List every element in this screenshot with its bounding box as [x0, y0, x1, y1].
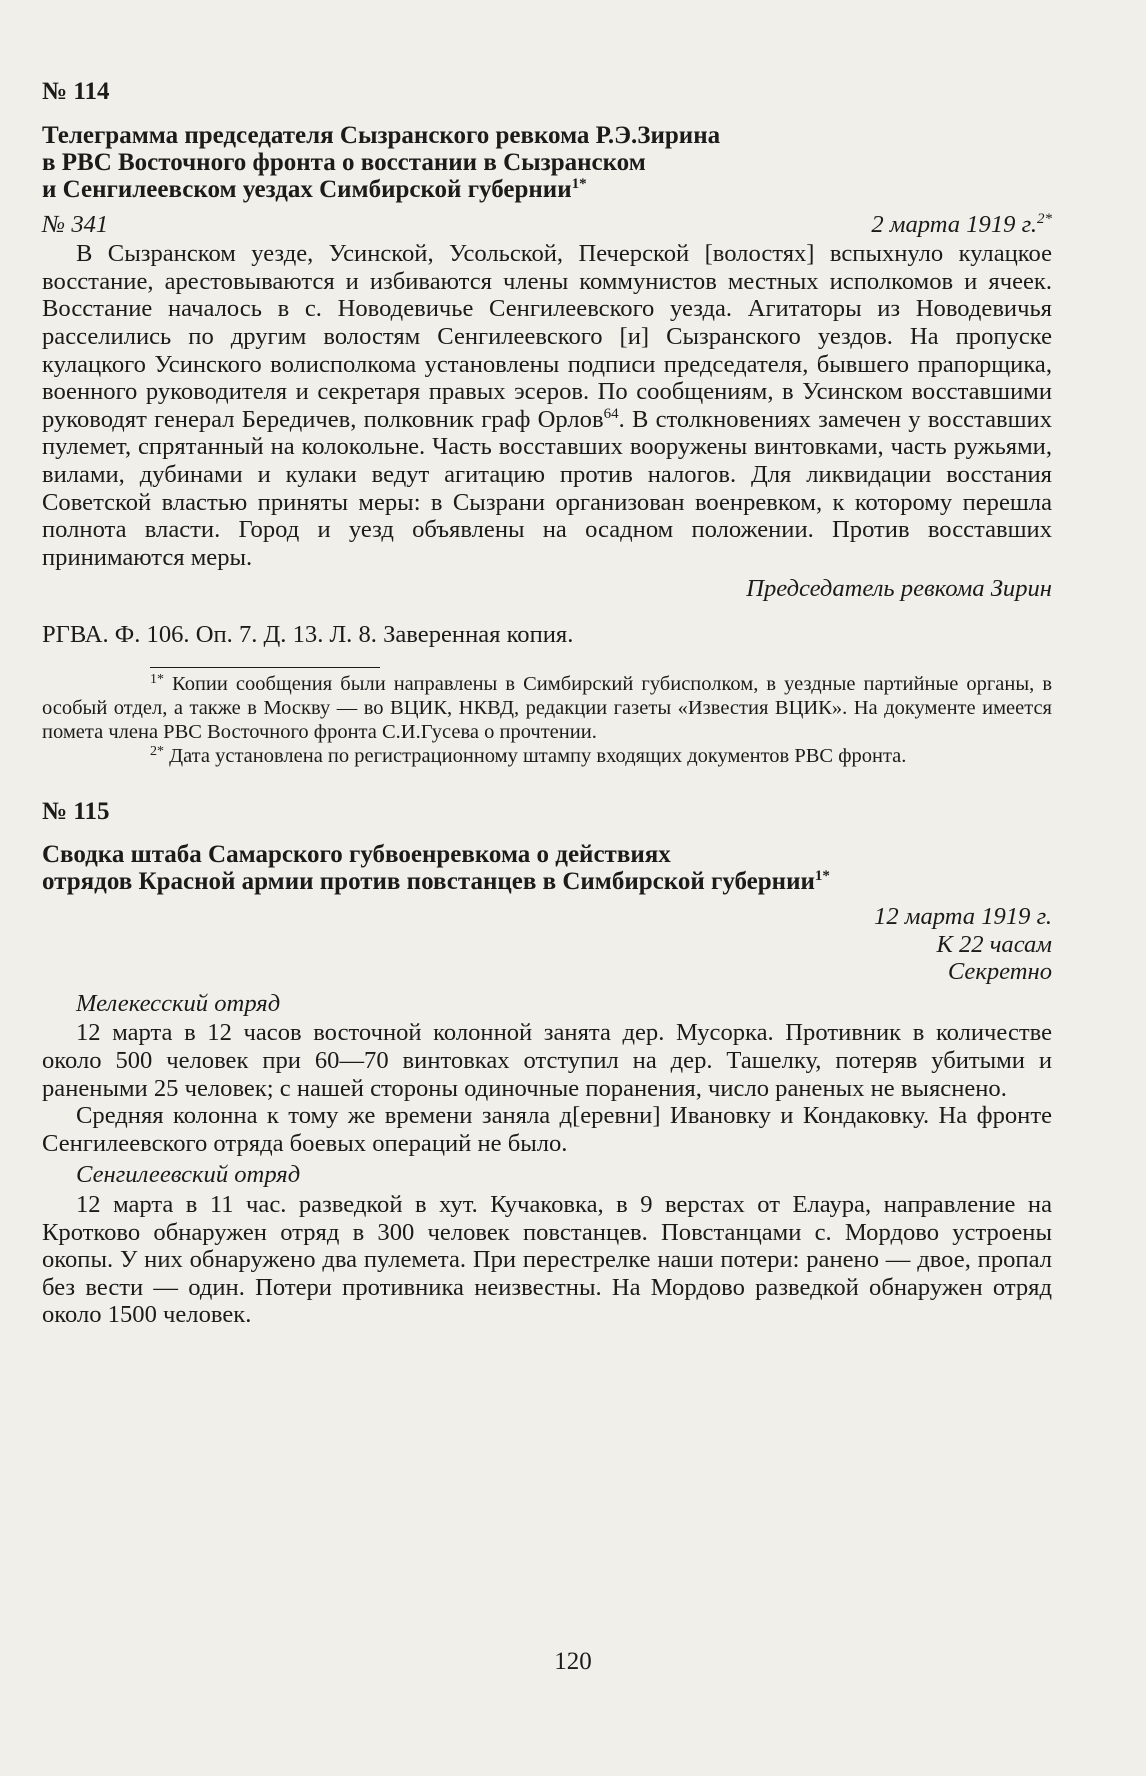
doc114-signature: Председатель ревкома Зирин: [746, 575, 1052, 603]
section-heading-sengiley: Сенгилеевский отряд: [76, 1161, 301, 1189]
doc115-body: [42, 990, 1052, 1329]
page-number: 120: [554, 1648, 592, 1675]
doc114-title: [42, 122, 1052, 203]
doc114-date: 2 марта 1919 г.: [871, 210, 1037, 238]
doc114-title-footnote-mark: 1*: [571, 175, 587, 192]
doc114-footnotes: [42, 672, 1052, 768]
doc115-title-line-2: [42, 868, 1052, 895]
doc115-title-footnote-mark: 1*: [814, 868, 830, 885]
doc114-title-line-3: [42, 176, 1052, 203]
doc114-title-line-3-text: и Сенгилеевском уездах Симбирской губернии: [42, 175, 572, 203]
footnote-1-text: Копии сообщения были направлены в Симбирский губисполком, в уездные партийные органы, в особый отдел, а также в Москву — во ВЦИК, НКВД, редакции газеты «Известия ВЦИК». На документе имеется помета члена РВС Восточного фронта С.И.Гусева о прочтении.: [42, 672, 1052, 743]
doc115-time: К 22 часам: [936, 930, 1052, 958]
doc114-body-note-mark: 64: [603, 405, 619, 422]
doc115-title: [42, 841, 1052, 895]
melekess-paragraph-2: Средняя колонна к тому же времени заняла д[еревни] Ивановку и Кондаковку. На фронте Сенгилеевского отряда боевых операций не было.: [42, 1102, 1052, 1157]
doc114-date-footnote-mark: 2*: [1037, 210, 1052, 227]
doc114-number: № 114: [42, 78, 110, 105]
doc115-meta: [42, 903, 1052, 986]
doc114-paragraph: [42, 240, 1052, 571]
doc114-archive-reference: РГВА. Ф. 106. Оп. 7. Д. 13. Л. 8. Заверенная копия.: [42, 620, 574, 648]
doc114-body-part2: . В столкновениях замечен у восставших пулемет, спрятанный на колокольне. Часть восставших вооружены винтовками, часть ружьями, вилами, дубинами и кулаки ведут агитацию против налогов. Для ликвидации восстания Советской властью приняты меры: в Сызрани организован военревком, к которому перешла полнота власти. Город и уезд объявлены на осадном положении. Против восставших принимаются меры.: [42, 405, 1052, 571]
footnote-1-mark: 1*: [150, 671, 164, 687]
footnote-divider: [150, 667, 380, 668]
doc115-date: 12 марта 1919 г.: [874, 903, 1052, 931]
doc115-classification: Секретно: [947, 958, 1052, 986]
footnote-2-text: Дата установлена по регистрационному штампу входящих документов РВС фронта.: [164, 744, 907, 767]
doc114-body-part1: В Сызранском уезде, Усинской, Усольской, Печерской [волостях] вспыхнуло кулацкое восстание, арестовываются и избиваются члены коммунистов местных исполкомов и ячеек. Восстание началось в с. Новодевичье Сенгилеевского уезда. Агитаторы из Новодевичья расселились по другим волостям Сенгилеевского [и] Сызранского уездов. На пропуске кулацкого Усинского волисполкома установлены подписи председателя, бывшего прапорщика, военного руководителя и секретаря правых эсеров. По сообщениям, в Усинском восставшими руководят генерал Бередичев, полковник граф Орлов: [42, 240, 1052, 433]
doc114-body: [42, 240, 1052, 571]
page-content: [42, 78, 1052, 1329]
doc114-ref-line: [42, 211, 1052, 239]
melekess-paragraph-1: 12 марта в 12 часов восточной колонной занята дер. Мусорка. Противник в количестве около 500 человек при 60—70 винтовках отступил на дер. Ташелку, потеряв убитыми и ранеными 25 человек; с нашей стороны одиночные поранения, число раненых не выяснено.: [42, 1019, 1052, 1102]
section-spacer: [42, 768, 1052, 798]
doc115-number: № 115: [42, 797, 110, 825]
doc114-title-line-2: в РВС Восточного фронта о восстании в Сызранском: [42, 148, 646, 176]
doc115-title-line-1: Сводка штаба Самарского губвоенревкома о действиях: [42, 841, 671, 869]
doc114-date-wrap: [871, 211, 1052, 239]
doc114-ref-number: № 341: [42, 210, 109, 238]
doc114-title-line-1: Телеграмма председателя Сызранского ревкома Р.Э.Зирина: [42, 121, 721, 149]
footnote-2-mark: 2*: [150, 743, 164, 759]
doc115-title-line-2-text: отрядов Красной армии против повстанцев в Симбирской губернии: [42, 868, 815, 896]
footnote-2: [42, 744, 1052, 768]
section-heading-melekess: Мелекесский отряд: [76, 989, 281, 1017]
footnote-1: [42, 672, 1052, 744]
sengiley-paragraph-1: 12 марта в 11 час. разведкой в хут. Кучаковка, в 9 верстах от Елаура, направление на Кротково обнаружен отряд в 300 человек повстанцев. Повстанцами с. Мордово устроены окопы. У них обнаружено два пулемета. При перестрелке наши потери: ранено — двое, пропал без вести — один. Потери противника неизвестны. На Мордово разведкой обнаружен отряд около 1500 человек.: [42, 1191, 1052, 1329]
